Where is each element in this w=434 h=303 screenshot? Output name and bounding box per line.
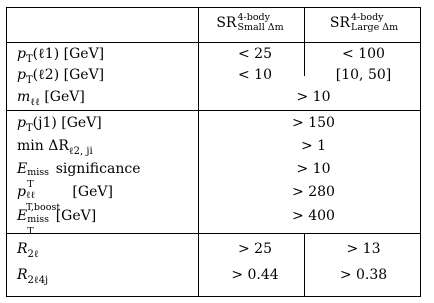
row-r2l-label: $R_{2\ell}$ xyxy=(17,241,39,260)
row-pt-j1-value: > 150 xyxy=(292,115,335,131)
row-mll-value: > 10 xyxy=(296,89,331,105)
row-pt-l1-large: < 100 xyxy=(342,46,385,62)
group-rule-1 xyxy=(7,110,420,111)
row-pt-boost-value: > 280 xyxy=(292,184,335,200)
row-met-sig-label: E miss T significance xyxy=(17,161,141,190)
label-column-rule xyxy=(198,8,199,296)
row-pt-l1-label: $p_T(\ell 1)$ [GeV] xyxy=(17,46,105,65)
header-large-dm: SR 4-body Large Δm xyxy=(329,12,399,33)
row-min-dr-label: $\min \Delta R_{\ell 2, ji}$ xyxy=(17,138,93,157)
row-pt-boost-label: p ℓℓ T,boost [GeV] xyxy=(17,184,113,213)
row-met-sig-value: > 10 xyxy=(296,161,331,177)
selection-table xyxy=(6,7,421,297)
header-small-dm: SR 4-body Small Δm xyxy=(216,12,284,33)
header-rule xyxy=(7,42,420,43)
row-min-dr-value: > 1 xyxy=(300,138,327,154)
row-pt-l2-label: $p_T(\ell 2)$ [GeV] xyxy=(17,67,105,86)
row-r2l4j-large: > 0.38 xyxy=(339,267,388,283)
group-rule-2 xyxy=(7,233,420,234)
row-r2l4j-label: $R_{2\ell 4j}$ xyxy=(17,267,49,286)
row-r2l4j-small: > 0.44 xyxy=(231,267,279,283)
row-pt-l2-small: < 10 xyxy=(238,67,272,83)
row-pt-l1-small: < 25 xyxy=(238,46,272,62)
row-met-value: > 400 xyxy=(292,208,335,224)
row-pt-j1-label: $p_T(j1)$ [GeV] xyxy=(17,115,102,134)
row-pt-l2-large: [10, 50] xyxy=(335,67,392,83)
sr-divider-top xyxy=(304,8,305,76)
row-mll-label: $m_{\ell\ell}$ [GeV] xyxy=(17,89,85,108)
row-r2l-large: > 13 xyxy=(346,241,381,257)
row-met-label: E miss T [GeV] xyxy=(17,208,97,237)
row-r2l-small: > 25 xyxy=(238,241,272,257)
